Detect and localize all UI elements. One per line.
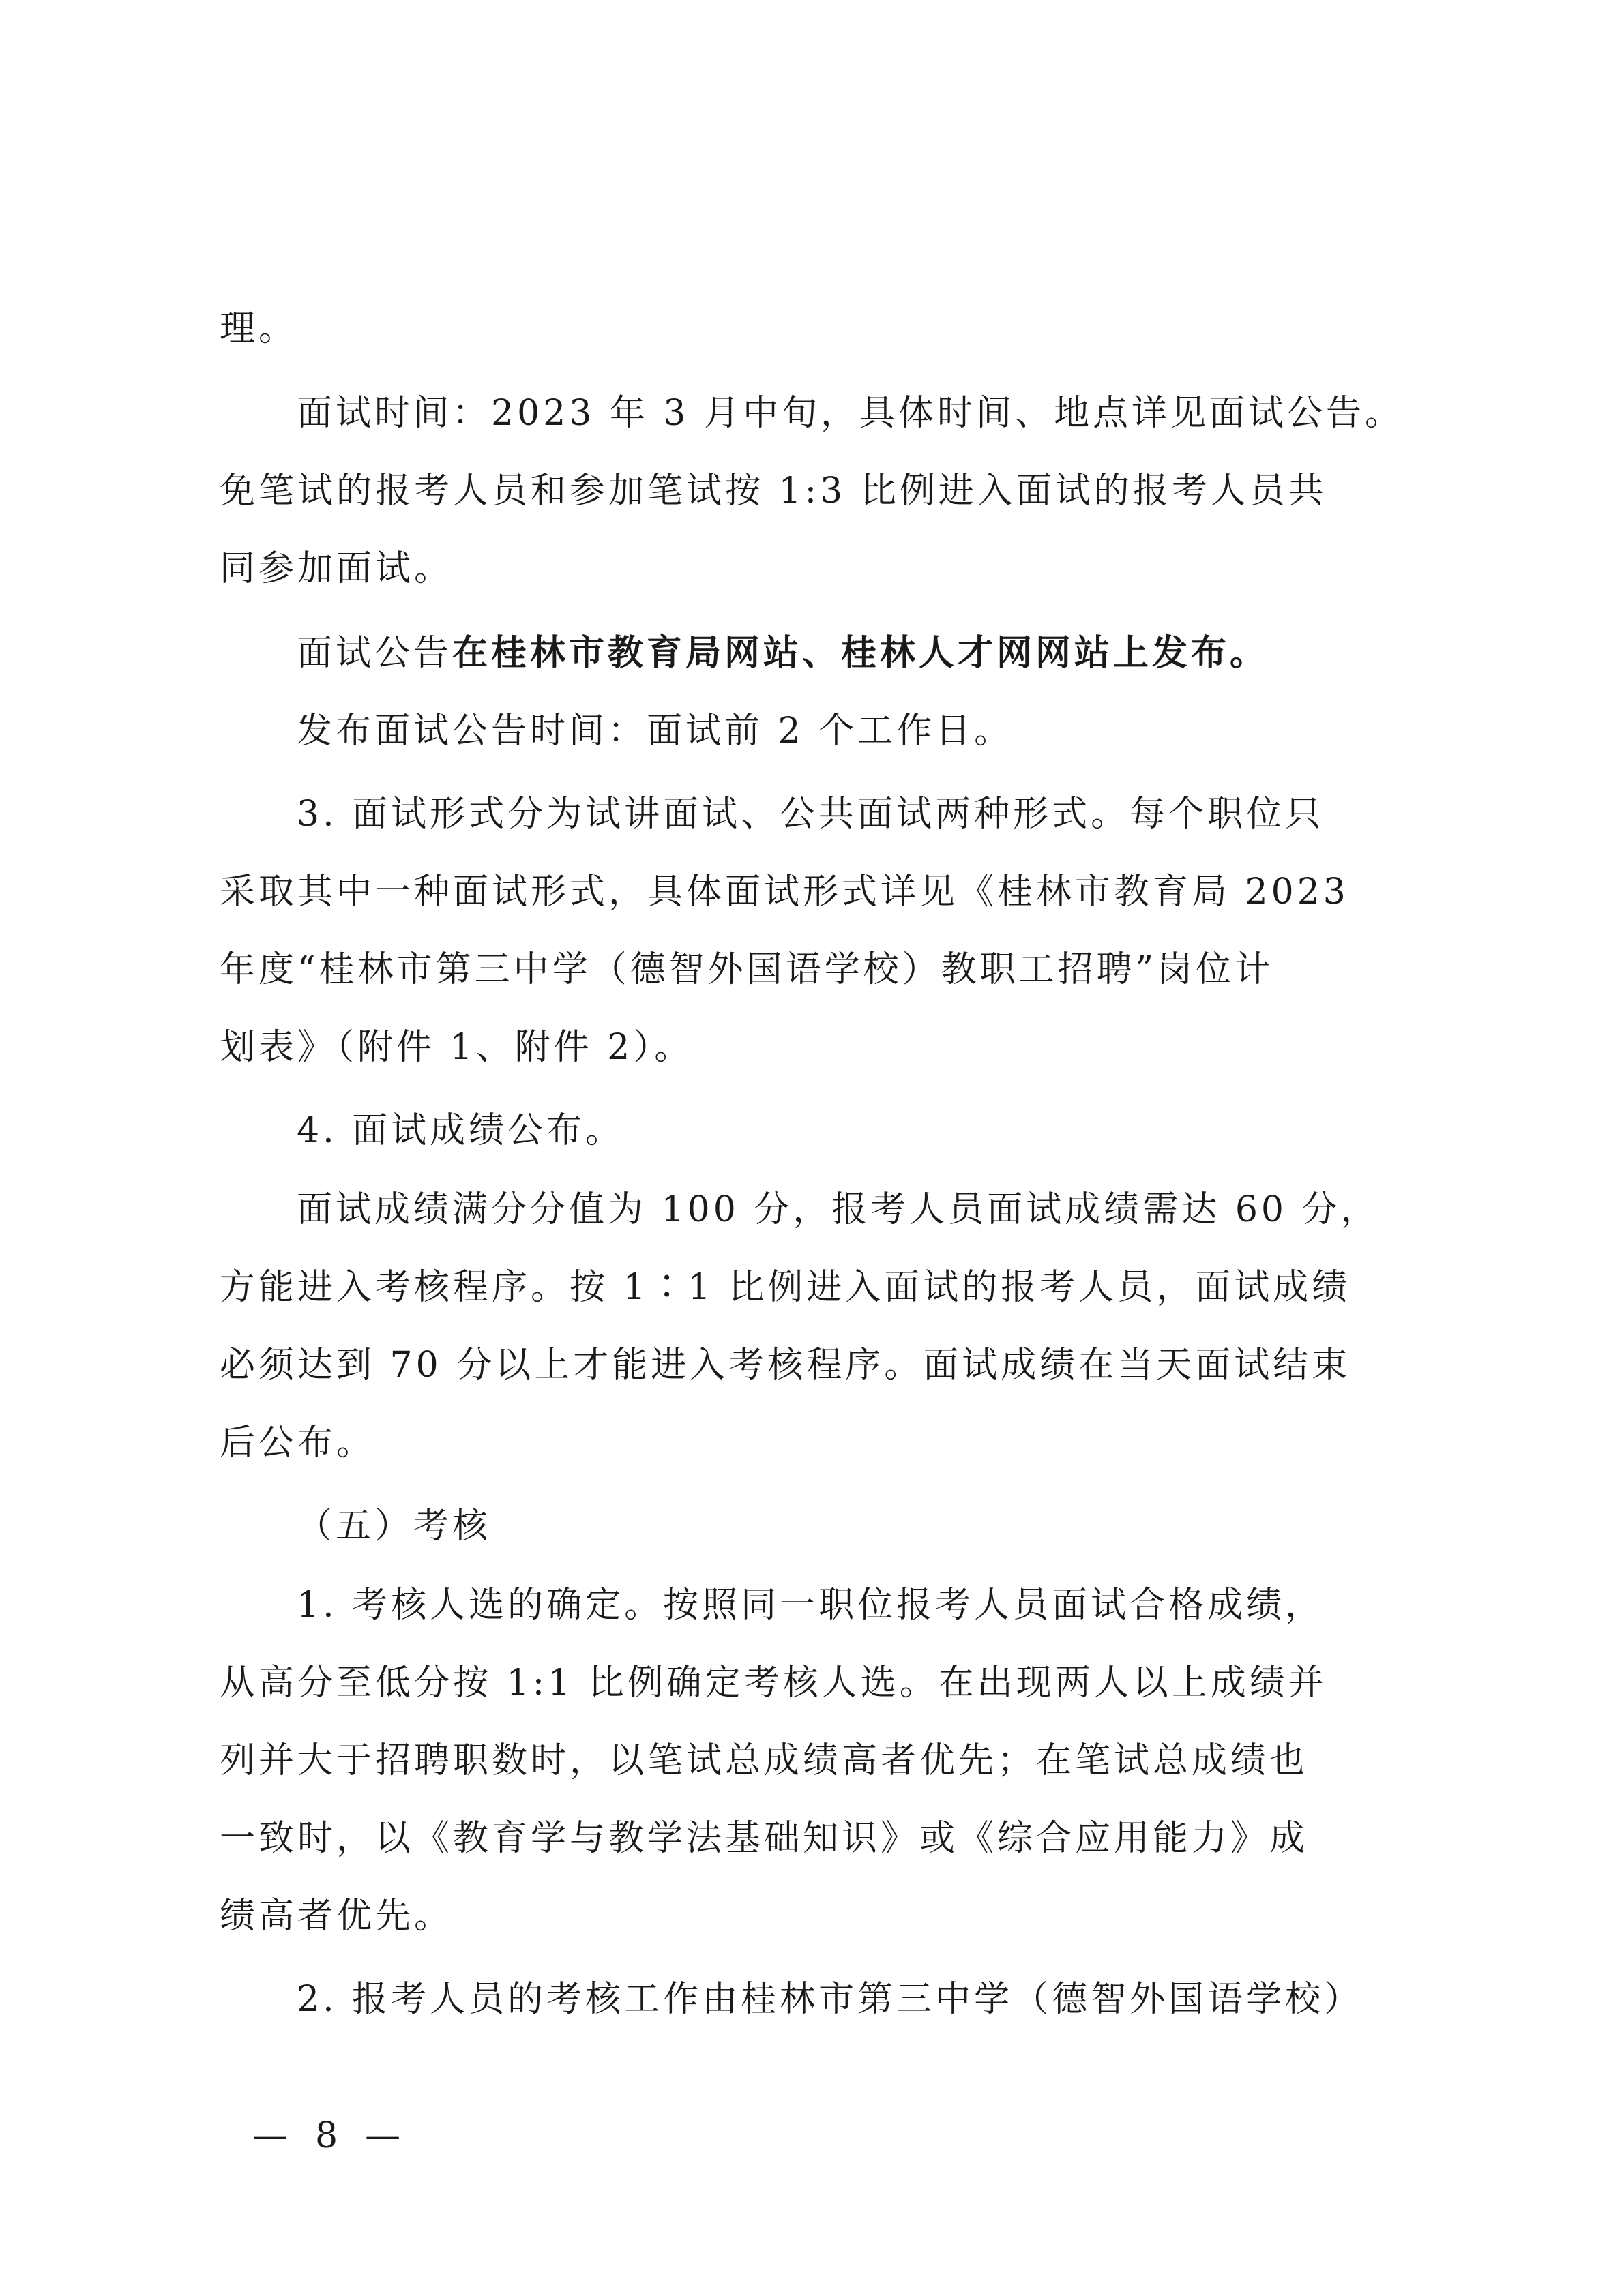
announcement-label: 面试公告 [297, 633, 453, 674]
announcement-bold-text: 在桂林市教育局网站、桂林人才网网站上发布。 [452, 632, 1269, 674]
page-number: 8 [315, 2115, 338, 2156]
text-line: 2. 报考人员的考核工作由桂林市第三中学（德智外国语学校） [297, 1979, 1363, 2020]
section-heading: （五）考核 [297, 1506, 492, 1547]
text-line: 1. 考核人选的确定。按照同一职位报考人员面试合格成绩， [297, 1585, 1325, 1626]
text-line: 必须达到 70 分以上才能进入考核程序。面试成绩在当天面试结束 [220, 1345, 1351, 1386]
text-line-mixed [297, 633, 1434, 674]
text-line: 列并大于招聘职数时，以笔试总成绩高者优先；在笔试总成绩也 [220, 1740, 1309, 1781]
section-heading: 4. 面试成绩公布。 [297, 1110, 625, 1151]
text-line: 3. 面试形式分为试讲面试、公共面试两种形式。每个职位只 [297, 794, 1325, 835]
text-line: 免笔试的报考人员和参加笔试按 1:3 比例进入面试的报考人员共 [220, 471, 1327, 511]
footer-dash-left: — [252, 2115, 288, 2156]
text-line: 方能进入考核程序。按 1∶1 比例进入面试的报考人员，面试成绩 [220, 1267, 1351, 1308]
text-line: 采取其中一种面试形式，具体面试形式详见《桂林市教育局 2023 [220, 871, 1349, 912]
text-line: 一致时，以《教育学与教学法基础知识》或《综合应用能力》成 [220, 1818, 1309, 1859]
text-line: 面试成绩满分分值为 100 分，报考人员面试成绩需达 60 分， [297, 1189, 1380, 1230]
text-line: 理。 [220, 308, 298, 349]
text-line: 同参加面试。 [220, 548, 454, 589]
footer-dash-right: — [365, 2115, 401, 2156]
text-line: 面试时间：2023 年 3 月中旬，具体时间、地点详见面试公告。 [297, 393, 1404, 434]
text-line: 划表》（附件 1、附件 2）。 [220, 1027, 694, 1068]
text-line: 发布面试公告时间：面试前 2 个工作日。 [297, 711, 1014, 751]
text-line: 从高分至低分按 1:1 比例确定考核人选。在出现两人以上成绩并 [220, 1663, 1327, 1703]
text-line: 绩高者优先。 [220, 1896, 454, 1937]
text-line: 后公布。 [220, 1422, 376, 1463]
text-line: 年度“桂林市第三中学（德智外国语学校）教职工招聘”岗位计 [220, 949, 1274, 990]
page-footer [252, 2115, 400, 2156]
